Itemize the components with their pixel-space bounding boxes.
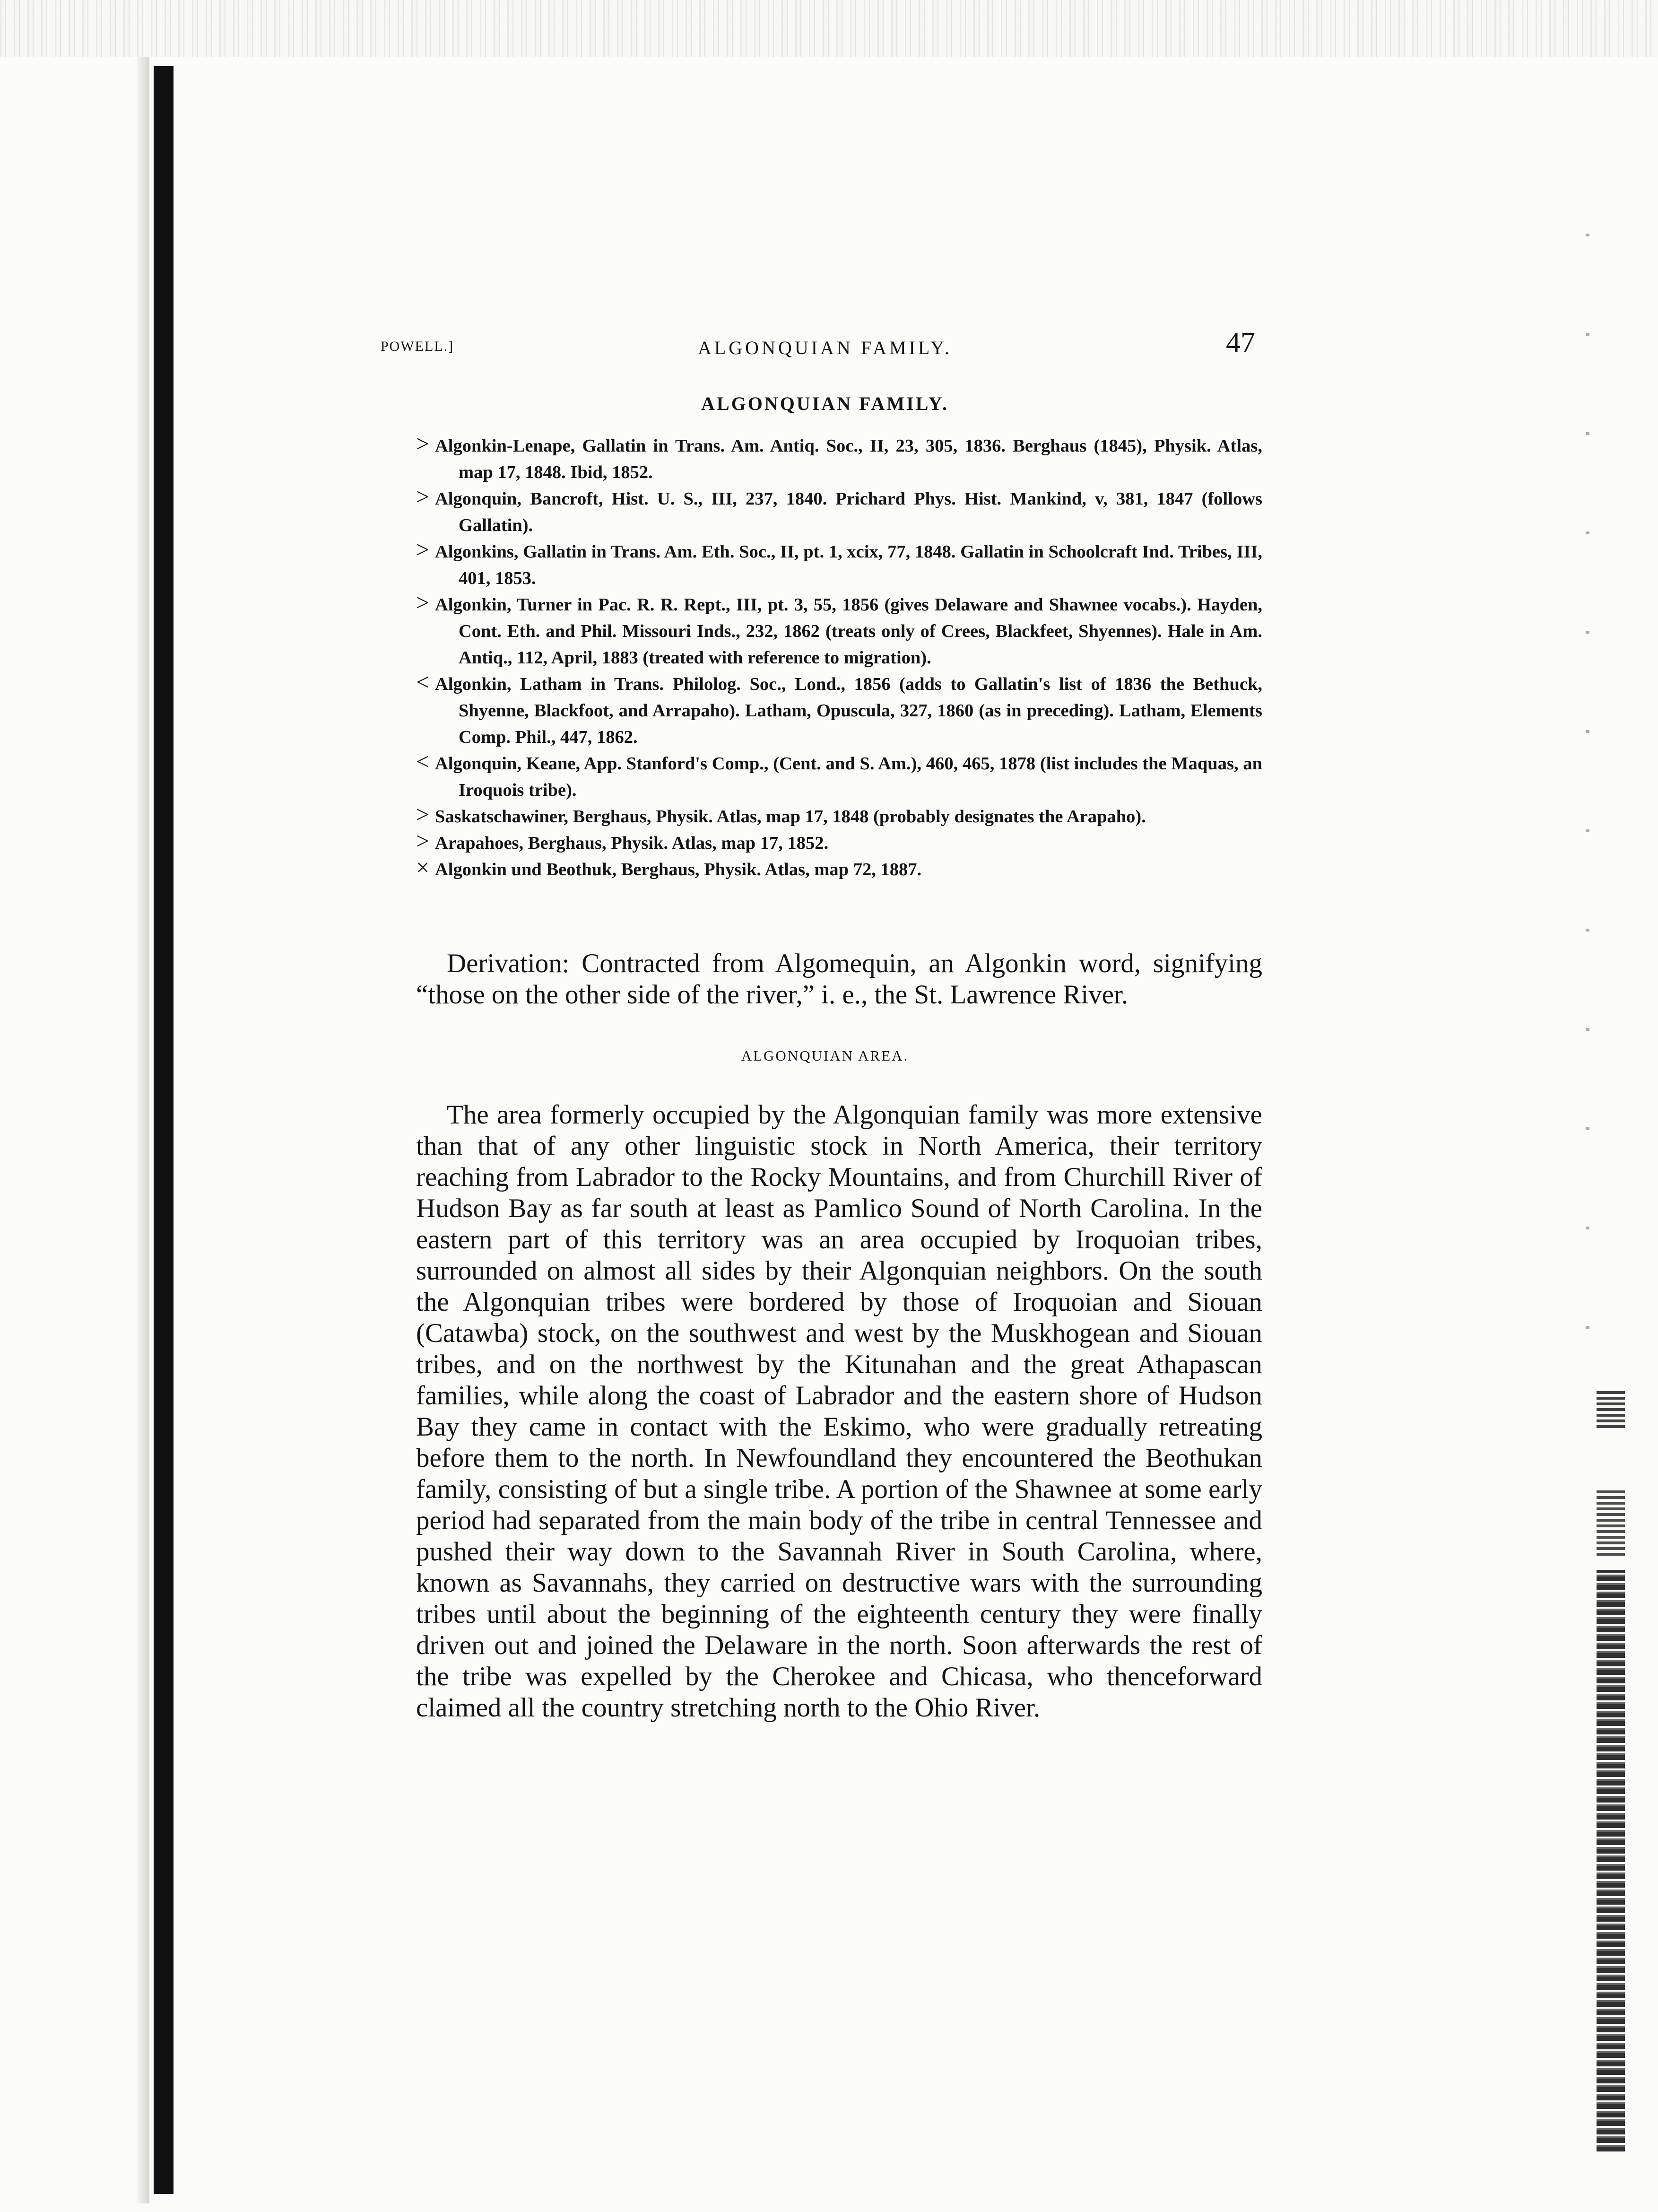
synonymy-entry — [416, 430, 1262, 486]
scan-speckles — [1586, 142, 1589, 1371]
synonymy-entry — [416, 536, 1262, 592]
synonymy-mark: > — [416, 589, 430, 616]
synonymy-mark: < — [416, 669, 430, 695]
binding-shadow — [137, 57, 149, 2203]
scan-top-noise — [0, 0, 1658, 57]
page-edge-marks — [1597, 1390, 1625, 1428]
section-title: ALGONQUIAN FAMILY. — [701, 393, 949, 414]
binding-edge — [154, 66, 174, 2194]
synonymy-text: Algonquin, Keane, App. Stanford's Comp., (Cent. and S. Am.), 460, 465, 1878 (list includes the Maquas, an Iroquois tribe). — [435, 754, 1262, 800]
page-number: 47 — [1226, 327, 1255, 359]
area-heading: ALGONQUIAN AREA. — [741, 1047, 909, 1064]
synonymy-list — [416, 430, 1262, 883]
synonymy-mark: × — [416, 854, 430, 880]
running-head-author: POWELL.] — [381, 339, 454, 354]
synonymy-entry — [416, 671, 1262, 750]
synonymy-entry — [416, 827, 1262, 856]
synonymy-entry — [416, 803, 1262, 830]
synonymy-mark: < — [416, 748, 430, 775]
synonymy-mark: > — [416, 536, 430, 563]
running-header — [381, 326, 1269, 369]
synonymy-text: Algonkin, Latham in Trans. Philolog. Soc., Lond., 1856 (adds to Gallatin's list of 1836 the Bethuck, Shyenne, Blackfoot, and Arrapaho). Latham, Opuscula, 327, 1860 (as in preceding). Latham, Elements Comp. Phil., 447, 1862. — [435, 674, 1262, 747]
page-edge-marks — [1597, 1489, 1625, 1556]
synonymy-entry — [416, 856, 1262, 883]
synonymy-entry — [416, 483, 1262, 539]
synonymy-text: Algonkin-Lenape, Gallatin in Trans. Am. Antiq. Soc., II, 23, 305, 1836. Berghaus (1845), Physik. Atlas, map 17, 1848. Ibid, 1852. — [435, 436, 1262, 482]
synonymy-entry — [416, 589, 1262, 671]
synonymy-text: Algonkins, Gallatin in Trans. Am. Eth. Soc., II, pt. 1, xcix, 77, 1848. Gallatin in Schoolcraft Ind. Tribes, III, 401, 1853. — [435, 542, 1262, 588]
derivation-paragraph: Derivation: Contracted from Algomequin, an Algonkin word, signifying “those on the other side of the river,” i. e., the St. Lawrence River. — [416, 949, 1262, 1010]
synonymy-text: Algonkin, Turner in Pac. R. R. Rept., III, pt. 3, 55, 1856 (gives Delaware and Shawnee vocabs.). Hayden, Cont. Eth. and Phil. Missouri Inds., 232, 1862 (treats only of Crees, Blackfeet, Shyennes). Hale in Am. Antiq., 112, April, 1883 (treated with reference to migration). — [435, 595, 1262, 668]
synonymy-mark: > — [416, 827, 430, 854]
synonymy-mark: > — [416, 430, 430, 457]
synonymy-mark: > — [416, 801, 430, 827]
synonymy-text: Algonkin und Beothuk, Berghaus, Physik. Atlas, map 72, 1887. — [435, 860, 922, 880]
area-paragraph: The area formerly occupied by the Algonquian family was more extensive than that of any other linguistic stock in North America, their territory reaching from Labrador to the Rocky Mountains, and from Churchill River of Hudson Bay as far south at least as Pamlico Sound of North Carolina. In the eastern part of this territory was an area occupied by Iroquoian tribes, surrounded on almost all sides by their Algonquian neighbors. On the south the Algonquian tribes were bordered by those of Iroquoian and Siouan (Catawba) stock, on the southwest and west by the Muskhogean and Siouan tribes, and on the northwest by the Kitunahan and the great Athapascan families, while along the coast of Labrador and the eastern shore of Hudson Bay they came in contact with the Eskimo, who were gradually retreating before them to the north. In Newfoundland they encountered the Beothukan family, consisting of but a single tribe. A portion of the Shawnee at some early period had separated from the main body of the tribe in central Tennessee and pushed their way down to the Savannah River in South Carolina, where, known as Savannahs, they carried on destructive wars with the surrounding tribes until about the beginning of the eighteenth century they were finally driven out and joined the Delaware in the north. Soon afterwards the rest of the tribe was expelled by the Cherokee and Chicasa, who thenceforward claimed all the country stretching north to the Ohio River. — [416, 1100, 1262, 1723]
synonymy-entry — [416, 750, 1262, 803]
synonymy-text: Arapahoes, Berghaus, Physik. Atlas, map 17, 1852. — [435, 833, 829, 853]
synonymy-text: Algonquin, Bancroft, Hist. U. S., III, 237, 1840. Prichard Phys. Hist. Mankind, v, 381, 1847 (follows Gallatin). — [435, 489, 1262, 535]
synonymy-mark: > — [416, 483, 430, 510]
page-edge-marks — [1597, 1570, 1625, 2151]
synonymy-text: Saskatschawiner, Berghaus, Physik. Atlas, map 17, 1848 (probably designates the Arapaho). — [435, 807, 1146, 827]
running-head-title: ALGONQUIAN FAMILY. — [697, 337, 953, 358]
